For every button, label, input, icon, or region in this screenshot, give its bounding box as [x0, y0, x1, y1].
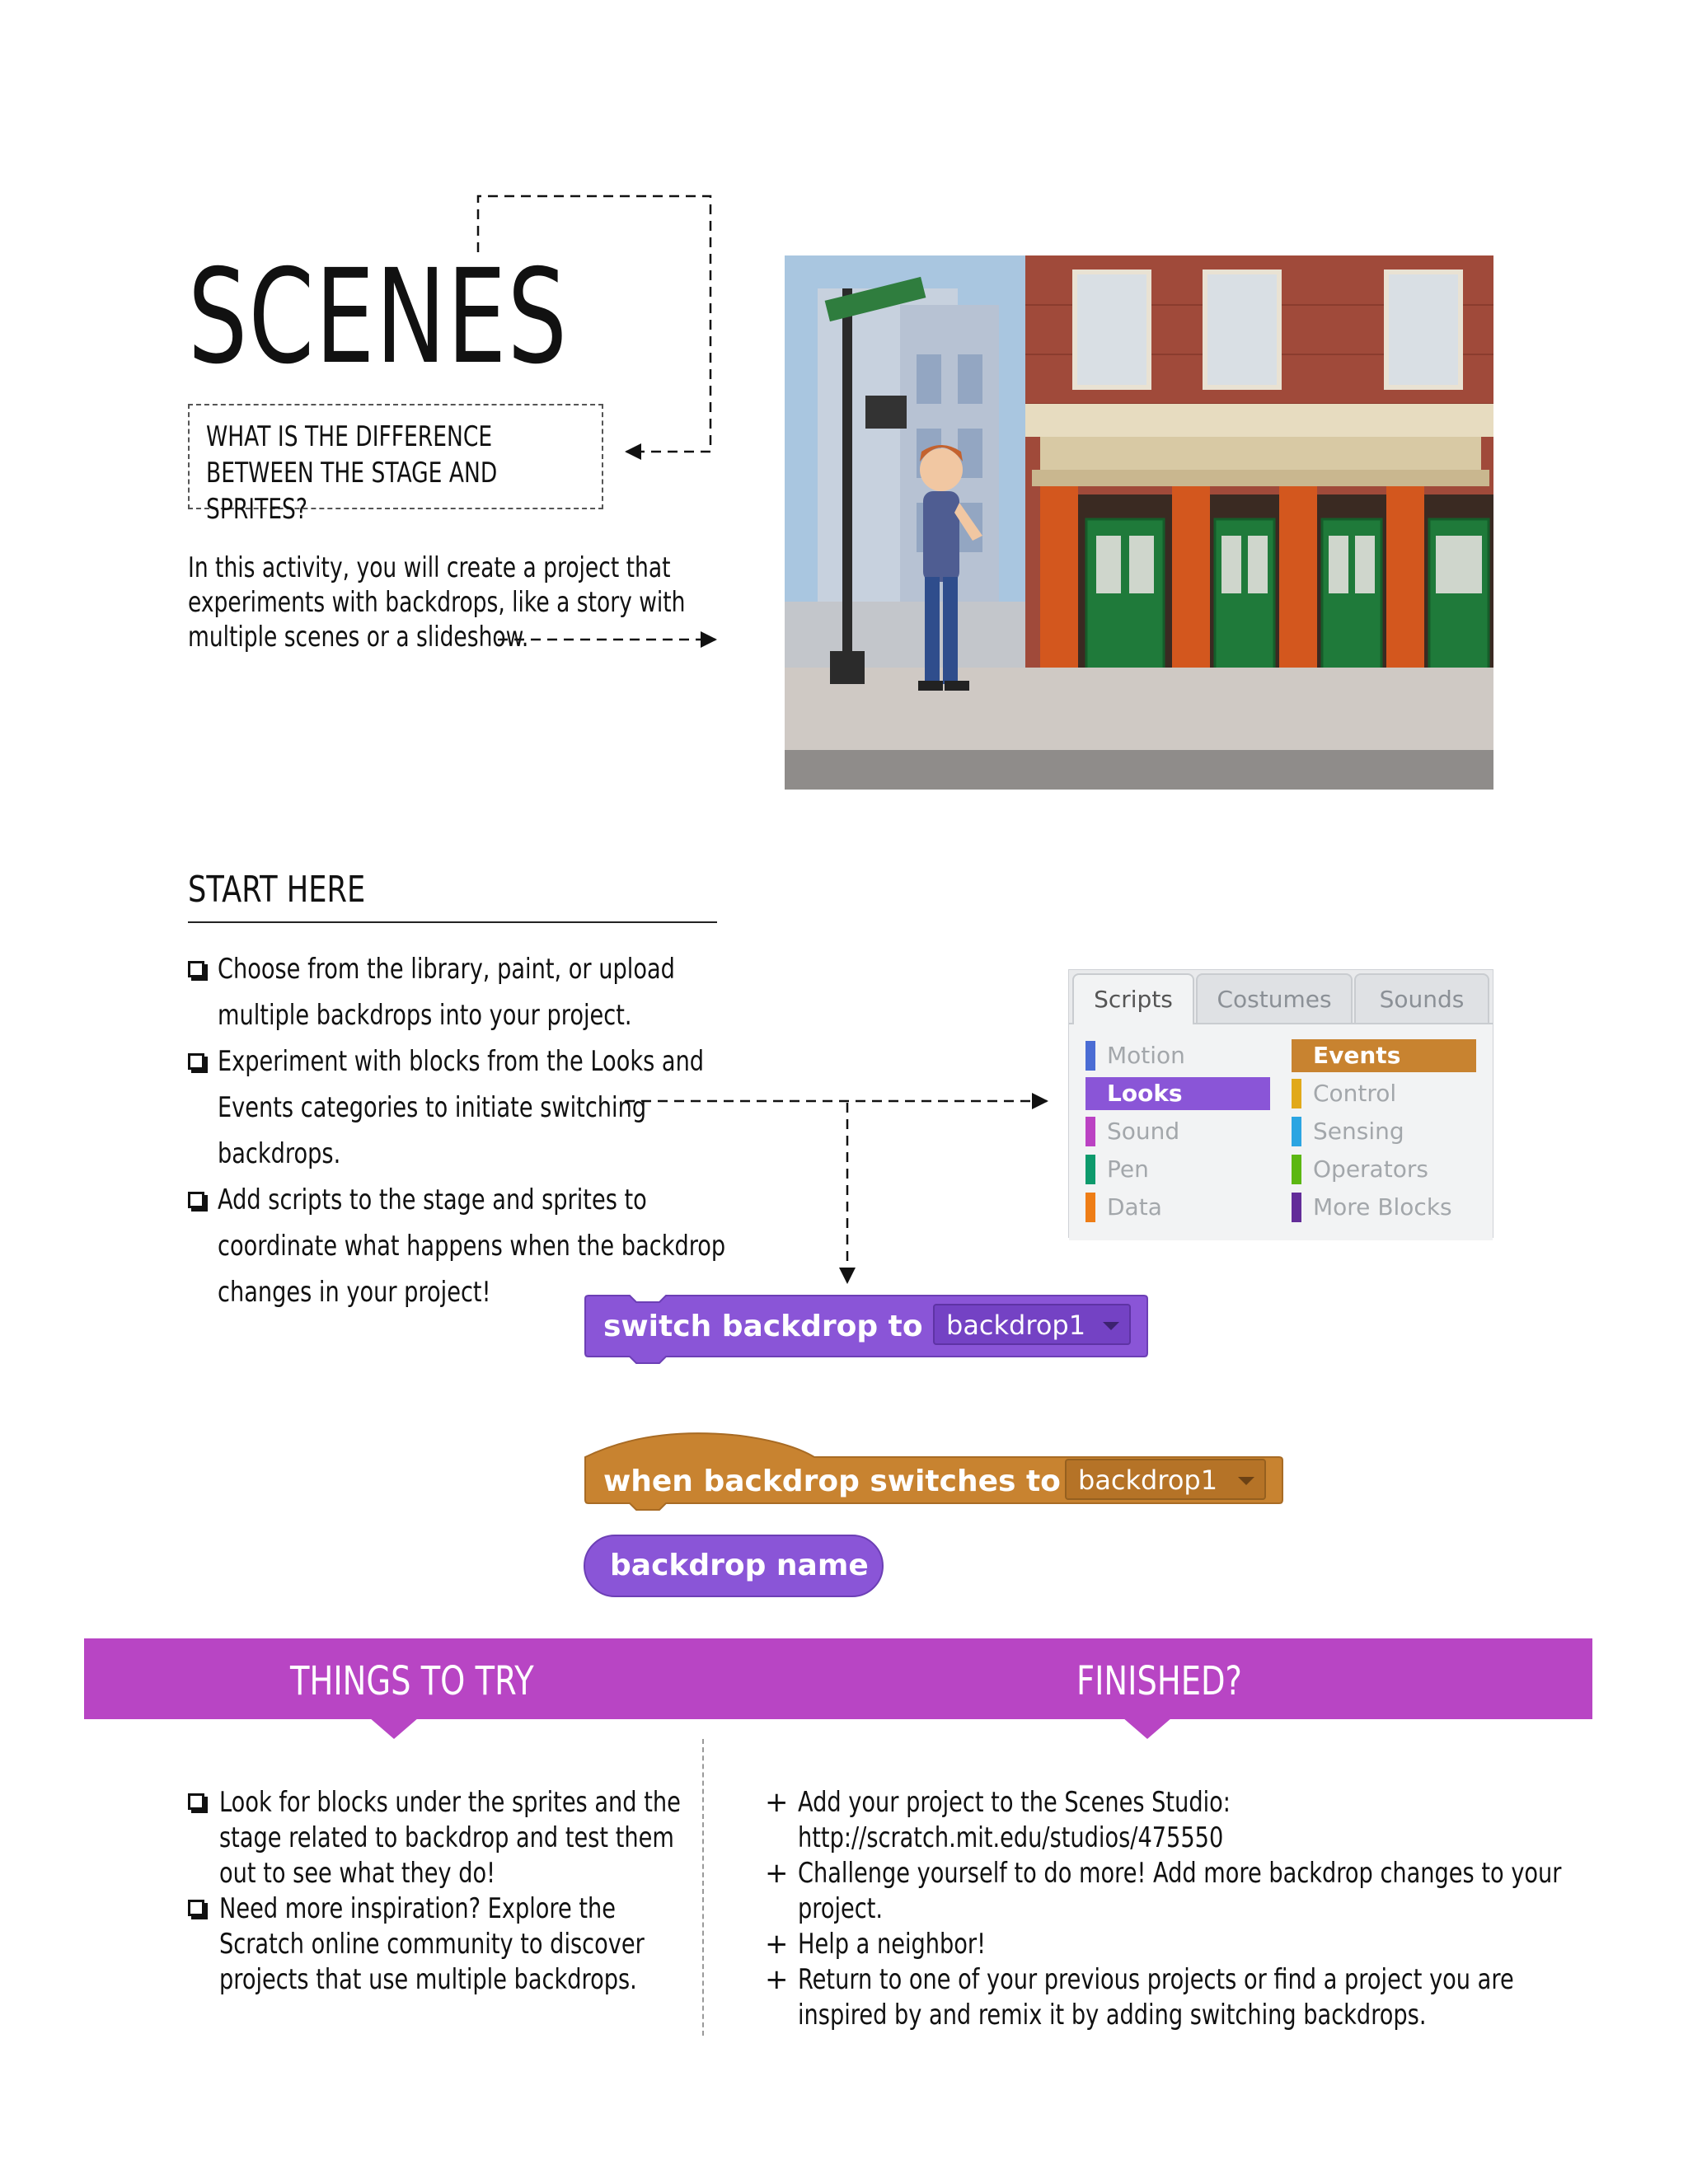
- swatch-icon: [1085, 1041, 1095, 1071]
- swatch-icon: [1085, 1155, 1095, 1184]
- category-data[interactable]: Data: [1085, 1191, 1270, 1224]
- scene-backdrop-image: [785, 255, 1493, 790]
- finished-item-4: + Return to one of your previous projects or find a project you are inspired by and remix it by adding switching backdrops.: [765, 1963, 1514, 2032]
- swatch-icon: [1292, 1041, 1301, 1071]
- start-item-2: Experiment with blocks from the Looks and Events categories to initiate switching backdrops.: [188, 1038, 765, 1177]
- plus-icon: +: [765, 1963, 789, 1996]
- backdrop-name-reporter[interactable]: [584, 1535, 884, 1597]
- finished-list: [765, 1785, 1589, 2033]
- start-here-rule: [188, 921, 717, 923]
- swatch-icon: [1085, 1079, 1095, 1108]
- checkbox-icon: [188, 1053, 204, 1070]
- swatch-icon: [1292, 1079, 1301, 1108]
- swatch-icon: [1292, 1117, 1301, 1146]
- try-item-1: Look for blocks under the sprites and the stage related to backdrop and test them out to see what they do!: [188, 1785, 682, 1891]
- swatch-icon: [1085, 1117, 1095, 1146]
- category-operators[interactable]: Operators: [1292, 1153, 1476, 1186]
- category-sound[interactable]: Sound: [1085, 1115, 1270, 1148]
- category-events[interactable]: Events: [1292, 1039, 1476, 1072]
- finished-item-1: + Add your project to the Scenes Studio: http://scratch.mit.edu/studios/475550: [765, 1786, 1231, 1854]
- category-pen[interactable]: Pen: [1085, 1153, 1270, 1186]
- backdrop-dropdown[interactable]: backdrop1: [1065, 1459, 1266, 1500]
- title-connector: [478, 196, 710, 452]
- category-motion[interactable]: Motion: [1085, 1039, 1270, 1072]
- checkbox-icon: [188, 1192, 204, 1208]
- tab-scripts[interactable]: Scripts: [1072, 973, 1194, 1024]
- plus-icon: +: [765, 1928, 789, 1961]
- chevron-down-icon: [1238, 1477, 1254, 1485]
- checkbox-icon: [188, 1793, 204, 1810]
- scripts-palette: [1068, 969, 1493, 1238]
- tab-sounds[interactable]: Sounds: [1354, 973, 1489, 1024]
- tab-costumes[interactable]: Costumes: [1196, 973, 1353, 1024]
- category-sensing[interactable]: Sensing: [1292, 1115, 1476, 1148]
- banner-pointer: [369, 1718, 419, 1739]
- palette-categories: [1069, 1023, 1493, 1240]
- start-item-1: Choose from the library, paint, or upload multiple backdrops into your project.: [188, 946, 765, 1038]
- finished-item-3: + Help a neighbor!: [765, 1928, 986, 1961]
- swatch-icon: [1085, 1193, 1095, 1222]
- finished-item-2: + Challenge yourself to do more! Add more backdrop changes to your project.: [765, 1857, 1562, 1925]
- chevron-down-icon: [1103, 1322, 1119, 1330]
- category-looks[interactable]: Looks: [1085, 1077, 1270, 1110]
- things-to-try-heading: THINGS TO TRY: [290, 1658, 534, 1704]
- finished-heading: FINISHED?: [1076, 1658, 1242, 1704]
- category-more-blocks[interactable]: More Blocks: [1292, 1191, 1476, 1224]
- swatch-icon: [1292, 1193, 1301, 1222]
- things-to-try-list: [188, 1785, 682, 1998]
- intro-text: In this activity, you will create a project that experiments with backdrops, like a story with multiple scenes or a slideshow.: [188, 551, 686, 654]
- question-text: WHAT IS THE DIFFERENCE BETWEEN THE STAGE AND SPRITES?: [206, 420, 498, 526]
- when-backdrop-switches-block[interactable]: [584, 1424, 1284, 1515]
- backdrop-dropdown[interactable]: backdrop1: [933, 1304, 1131, 1345]
- start-here-heading: START HERE: [188, 869, 366, 911]
- category-control[interactable]: Control: [1292, 1077, 1476, 1110]
- block-label: backdrop name: [610, 1549, 869, 1582]
- swatch-icon: [1292, 1155, 1301, 1184]
- plus-icon: +: [765, 1786, 789, 1819]
- block-label: when backdrop switches to: [603, 1465, 1061, 1498]
- checkbox-icon: [188, 1900, 204, 1916]
- banner-pointer: [1123, 1718, 1172, 1739]
- start-here-list: [188, 946, 765, 1315]
- switch-backdrop-block[interactable]: [584, 1294, 1149, 1373]
- try-item-2: Need more inspiration? Explore the Scratch online community to discover projects that use multiple backdrops.: [188, 1891, 682, 1998]
- plus-icon: +: [765, 1857, 789, 1890]
- page-title: SCENES: [188, 241, 569, 393]
- checkbox-icon: [188, 961, 204, 977]
- block-label: switch backdrop to: [603, 1310, 923, 1343]
- start-item-3: Add scripts to the stage and sprites to coordinate what happens when the backdrop changes in your project!: [188, 1177, 765, 1315]
